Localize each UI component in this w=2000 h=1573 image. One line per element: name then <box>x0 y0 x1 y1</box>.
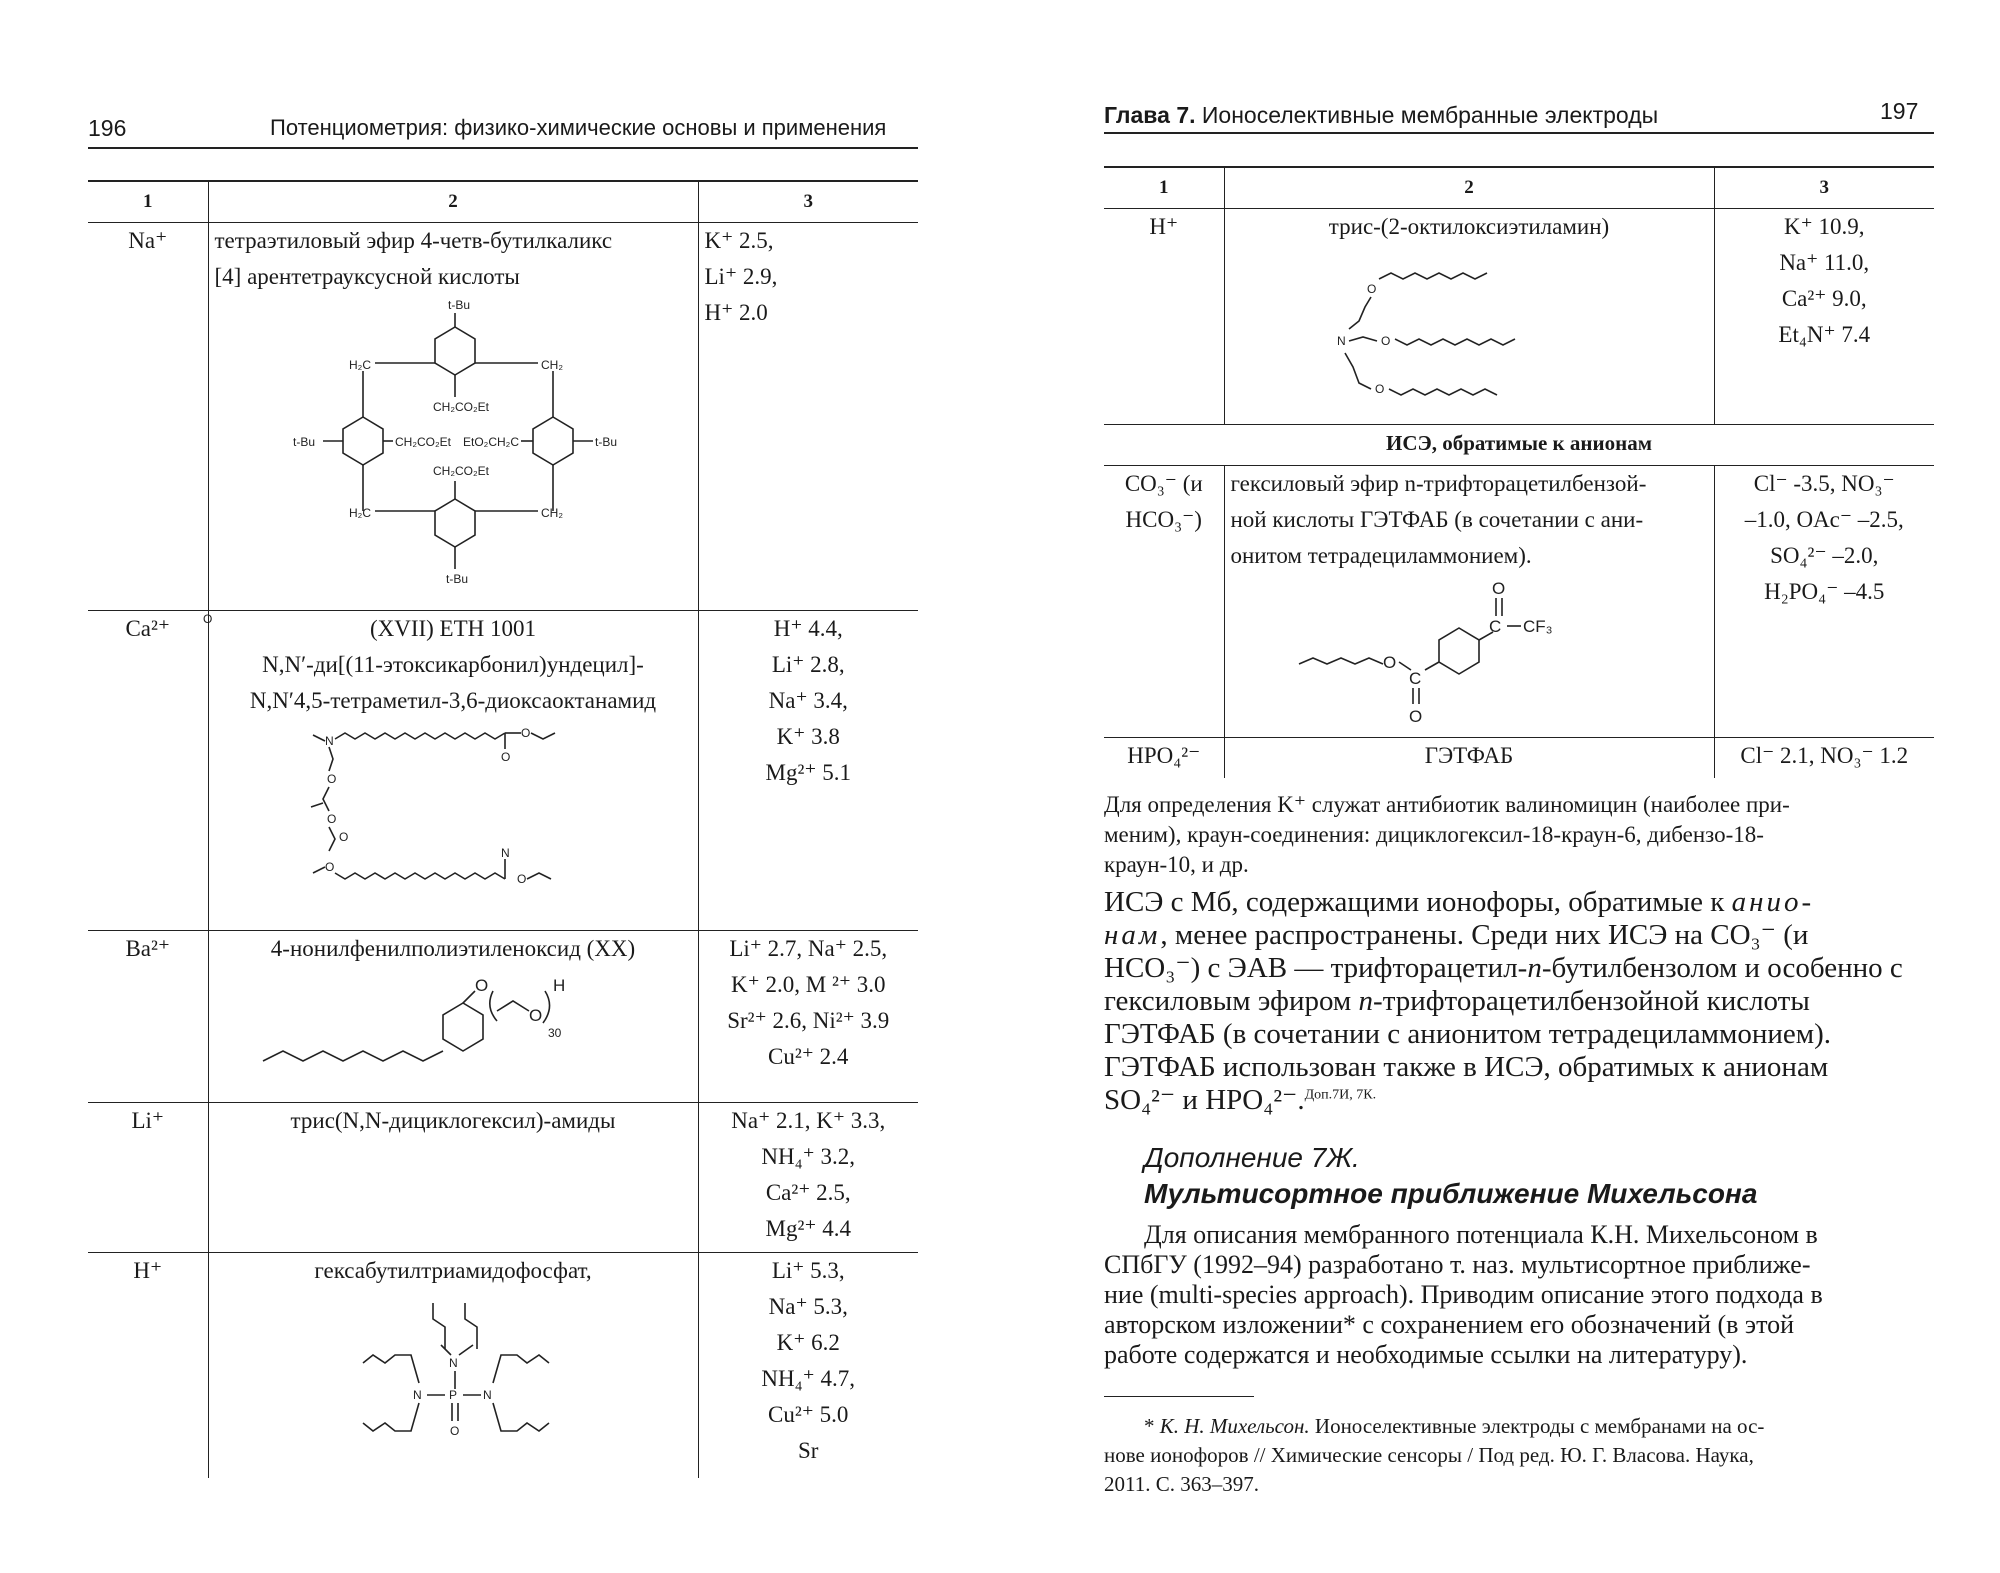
col-header-1: 1 <box>1104 167 1224 209</box>
structure-label: N <box>325 734 334 748</box>
para-line <box>1104 985 1934 1018</box>
structure-label: N <box>413 1388 422 1402</box>
ionophore-cell <box>1224 209 1714 425</box>
structure-label: O <box>339 830 349 844</box>
structure-label: CF₃ <box>1523 617 1553 636</box>
selectivity-line: K⁺ 3.8 <box>776 724 840 749</box>
structure-label: O <box>450 1424 460 1438</box>
selectivity-line: Ca²⁺ 9.0, <box>1781 286 1867 311</box>
selectivity-line: Na⁺ 3.4, <box>768 688 848 713</box>
para-line <box>1104 919 1934 952</box>
para-line: работе содержатся и необходимые ссылки на литературу). <box>1104 1340 1748 1369</box>
table-row <box>88 1103 918 1253</box>
selectivity-line: K⁺ 2.5, <box>704 228 774 253</box>
col-header-2: 2 <box>208 181 698 223</box>
para-text: -бутилбензолом и особенно с <box>1541 952 1903 984</box>
selectivity-line: H₂PO₄⁻ –4.5 <box>1764 579 1885 604</box>
para-emphasis: n <box>1358 985 1374 1017</box>
ion-cell: Ca²⁺ <box>88 611 208 931</box>
table-row <box>88 611 918 931</box>
selectivity-cell <box>698 931 918 1103</box>
structure-label: EtO₂CH₂C <box>463 435 519 449</box>
structure-label: CH₂CO₂Et <box>433 400 489 414</box>
ionophore-cell <box>1224 466 1714 738</box>
selectivity-line: K⁺ 10.9, <box>1784 214 1865 239</box>
structure-label: CH₂CO₂Et <box>433 464 489 478</box>
para-line: ние (multi-species approach). Приводим описание этого подхода в <box>1104 1280 1823 1309</box>
structure-label: O <box>203 612 213 626</box>
page-number: 197 <box>1880 98 1919 124</box>
chapter-label: Глава 7. <box>1104 102 1196 128</box>
chapter-title: Ионоселективные мембранные электроды <box>1201 102 1659 128</box>
structure-label: O <box>1375 382 1385 396</box>
note-line: краун-10, и др. <box>1104 852 1249 877</box>
para-text: SO₄²⁻ и HPO₄²⁻. <box>1104 1084 1305 1116</box>
structure-label: P <box>449 1388 458 1402</box>
selectivity-line: Na⁺ 2.1, K⁺ 3.3, <box>731 1108 886 1133</box>
ionophore-line: [4] арентетрауксусной кислоты <box>214 264 520 289</box>
selectivity-line: Li⁺ 2.9, <box>704 264 778 289</box>
selectivity-line: Mg²⁺ 5.1 <box>765 760 851 785</box>
ionophore-cell <box>208 1103 698 1253</box>
ionophore-line: N,N′4,5-тетраметил-3,6-диоксаоктанамид <box>249 688 657 713</box>
header-rule <box>1104 132 1934 134</box>
ionophore-table <box>88 180 918 1478</box>
cross-reference: Доп.7И, 7К. <box>1304 1087 1377 1103</box>
selectivity-cell <box>1714 209 1934 425</box>
structure-label: O <box>1492 579 1506 598</box>
structure-label: CH₂ <box>541 506 563 520</box>
page-number: 196 <box>88 115 127 141</box>
table-row <box>1104 738 1934 778</box>
ionophore-line: онитом тетрадециламмонием). <box>1230 543 1532 568</box>
footnote-rule <box>1104 1396 1254 1397</box>
para-line: авторском изложении* с сохранением его обозначений (в этой <box>1104 1310 1795 1339</box>
ionophore-line: гексиловый эфир n-трифторацетилбензой- <box>1230 471 1647 496</box>
structure-label: O <box>325 860 335 874</box>
para-line: СПбГУ (1992–94) разработано т. наз. мультисортное приближе- <box>1104 1250 1811 1279</box>
supplement-subtitle: Мультисортное приближение Михельсона <box>1144 1178 1758 1209</box>
running-title: Потенциометрия: физико-химические основы и применения <box>270 115 887 140</box>
selectivity-line: Cu²⁺ 5.0 <box>768 1402 849 1427</box>
ionophore-line: (XVII) ETH 1001 <box>369 616 537 641</box>
right-page <box>1000 0 2000 1573</box>
ion-line: HCO₃⁻) <box>1125 507 1202 532</box>
structure-label: N <box>483 1388 492 1402</box>
structure-label: H <box>553 976 566 995</box>
selectivity-line: H⁺ 2.0 <box>704 300 768 325</box>
table-header-row <box>1104 167 1934 209</box>
col-header-1: 1 <box>88 181 208 223</box>
section-heading: ИСЭ, обратимые к анионам <box>1104 425 1934 466</box>
selectivity-line: Li⁺ 5.3, <box>771 1258 845 1283</box>
selectivity-cell <box>698 611 918 931</box>
structure-label: t-Bu <box>446 572 469 586</box>
running-title <box>1104 102 1658 129</box>
ionophore-line: ной кислоты ГЭТФАБ (в сочетании с ани- <box>1230 507 1644 532</box>
header-rule <box>88 147 918 149</box>
ion-cell: H⁺ <box>88 1253 208 1478</box>
structure-label: H₂C <box>349 506 371 520</box>
ionophore-line: 4-нонилфенилполиэтиленоксид (XX) <box>270 936 636 961</box>
para-text: HCO₃⁻) с ЭАВ — трифторацетил- <box>1104 952 1528 984</box>
para-text: гексиловым эфиром <box>1104 985 1352 1017</box>
ionophore-line: трис(N,N-дициклогексил)-амиды <box>290 1108 616 1133</box>
structure-label: O <box>1367 282 1377 296</box>
ion-cell: Li⁺ <box>88 1103 208 1253</box>
structure-label: 30 <box>548 1026 562 1040</box>
footnote-text: Ионоселективные электроды с мембранами на ос- <box>1314 1414 1765 1438</box>
selectivity-cell <box>698 1253 918 1478</box>
para-emphasis: нам <box>1104 919 1161 951</box>
trioctyloxyethylamine-structure <box>1319 249 1619 419</box>
selectivity-line: Cu²⁺ 2.4 <box>768 1044 849 1069</box>
ion-cell: H⁺ <box>1104 209 1224 425</box>
ionophore-line: гексабутилтриамидофосфат, <box>314 1258 592 1283</box>
footnote-mark: * <box>1144 1414 1155 1438</box>
selectivity-line: Cl⁻ -3.5, NO₃⁻ <box>1753 471 1895 496</box>
structure-label: O <box>521 726 531 740</box>
selectivity-line: K⁺ 6.2 <box>776 1330 840 1355</box>
selectivity-line: Sr <box>798 1438 819 1463</box>
structure-label: t-Bu <box>448 298 471 312</box>
footnote <box>1104 1412 1934 1499</box>
ionophore-cell <box>208 1253 698 1478</box>
ionophore-line: тетраэтиловый эфир 4-четв-бутилкаликс <box>214 228 613 253</box>
para-line <box>1104 886 1934 919</box>
ion-cell: HPO₄²⁻ <box>1104 738 1224 778</box>
col-header-3: 3 <box>803 191 813 212</box>
structure-label: CH₂CO₂Et <box>395 435 451 449</box>
structure-label: C <box>1489 617 1502 636</box>
note-line: меним), краун-соединения: дициклогексил-18-краун-6, дибензо-18- <box>1104 822 1764 847</box>
selectivity-cell <box>1714 466 1934 738</box>
structure-label: C <box>1409 669 1422 688</box>
structure-label: t-Bu <box>293 435 316 449</box>
structure-label: O <box>1383 653 1397 672</box>
selectivity-line: H⁺ 4.4, <box>773 616 843 641</box>
table-row <box>88 223 918 611</box>
structure-label: O <box>501 750 511 764</box>
structure-label: O <box>529 1006 543 1025</box>
footnote-author: К. Н. Михельсон. <box>1159 1414 1310 1438</box>
footnote-line: нове ионофоров // Химические сенсоры / Под ред. Ю. Г. Власова. Наука, <box>1104 1443 1754 1467</box>
selectivity-line: –1.0, OAc⁻ –2.5, <box>1744 507 1904 532</box>
para-text: ИСЭ с Мб, содержащими ионофоры, обратимые к <box>1104 886 1725 918</box>
ion-cell <box>1104 466 1224 738</box>
ionophore-line: N,N′-ди[(11-этоксикарбонил)ундецил]- <box>262 652 644 677</box>
selectivity-cell: Cl⁻ 2.1, NO₃⁻ 1.2 <box>1714 738 1934 778</box>
table-header-row <box>88 181 918 223</box>
selectivity-line: K⁺ 2.0, M ²⁺ 3.0 <box>731 972 886 997</box>
structure-label: N <box>501 846 510 860</box>
supplement-body <box>1104 1220 1934 1370</box>
col-header-3: 3 <box>1819 177 1829 198</box>
section-row <box>1104 425 1934 466</box>
selectivity-line: NH₄⁺ 3.2, <box>761 1144 856 1169</box>
para-line: ГЭТФАБ использован также в ИСЭ, обратимых к анионам <box>1104 1051 1829 1083</box>
body-paragraph <box>1104 886 1934 1117</box>
selectivity-cell <box>698 223 918 611</box>
structure-label: O <box>327 772 337 786</box>
structure-label: O <box>1409 707 1423 726</box>
ionophore-table <box>1104 166 1934 778</box>
para-line <box>1104 952 1934 985</box>
structure-label: H₂C <box>349 358 371 372</box>
selectivity-line: Sr²⁺ 2.6, Ni²⁺ 3.9 <box>727 1008 890 1033</box>
ion-cell: Ba²⁺ <box>88 931 208 1103</box>
structure-label: CH₂ <box>541 358 563 372</box>
structure-label: O <box>517 872 527 886</box>
selectivity-line: Li⁺ 2.8, <box>771 652 845 677</box>
ionophore-line: трис-(2-октилоксиэтиламин) <box>1328 214 1610 239</box>
selectivity-line: Et₄N⁺ 7.4 <box>1778 322 1871 347</box>
para-emphasis: анио- <box>1731 886 1815 918</box>
footnote-line: 2011. С. 363–397. <box>1104 1472 1259 1496</box>
ionophore-cell <box>203 611 698 931</box>
ionophore-cell <box>208 223 698 611</box>
selectivity-line: SO₄²⁻ –2.0, <box>1770 543 1879 568</box>
selectivity-cell <box>698 1103 918 1253</box>
table-row <box>1104 466 1934 738</box>
note-line: Для определения K⁺ служат антибиотик валиномицин (наиболее при- <box>1104 792 1790 817</box>
selectivity-line: Ca²⁺ 2.5, <box>765 1180 851 1205</box>
calixarene-structure <box>263 299 643 599</box>
supplement-title: Дополнение 7Ж. <box>1144 1142 1360 1173</box>
ionophore-cell <box>208 931 698 1103</box>
col-header-2: 2 <box>1224 167 1714 209</box>
ion-cell: Na⁺ <box>88 223 208 611</box>
ion-line: CO₃⁻ (и <box>1124 471 1203 496</box>
table-row <box>1104 209 1934 425</box>
table-row <box>88 1253 918 1478</box>
structure-label: N <box>1337 334 1346 348</box>
hmpa-structure <box>333 1293 573 1463</box>
structure-label: O <box>475 976 489 995</box>
para-line <box>1104 1084 1934 1117</box>
structure-label: O <box>327 812 337 826</box>
para-text: , менее распространены. Среди них ИСЭ на CO₃⁻ (и <box>1160 919 1809 951</box>
structure-label: O <box>1381 334 1391 348</box>
selectivity-line: Mg²⁺ 4.4 <box>765 1216 851 1241</box>
footnote-line <box>1104 1412 1934 1441</box>
nonylphenyl-structure <box>253 971 653 1081</box>
para-line: Для описания мембранного потенциала К.Н. Михельсоном в <box>1144 1220 1818 1249</box>
structure-label: t-Bu <box>595 435 618 449</box>
table-row <box>88 931 918 1103</box>
para-emphasis: n <box>1527 952 1542 984</box>
selectivity-line: Li⁺ 2.7, Na⁺ 2.5, <box>729 936 888 961</box>
supplement-heading <box>1144 1140 1934 1212</box>
para-text: -трифторацетилбензойной кислоты <box>1373 985 1810 1017</box>
selectivity-line: Na⁺ 5.3, <box>768 1294 848 1319</box>
selectivity-line: NH₄⁺ 4.7, <box>761 1366 856 1391</box>
structure-label: N <box>449 1356 458 1370</box>
ionophore-cell: ГЭТФАБ <box>1224 738 1714 778</box>
para-line: ГЭТФАБ (в сочетании с анионитом тетрадециламмонием). <box>1104 1018 1832 1050</box>
table-note <box>1104 790 1934 880</box>
getfab-structure <box>1289 578 1649 728</box>
selectivity-line: Na⁺ 11.0, <box>1779 250 1870 275</box>
